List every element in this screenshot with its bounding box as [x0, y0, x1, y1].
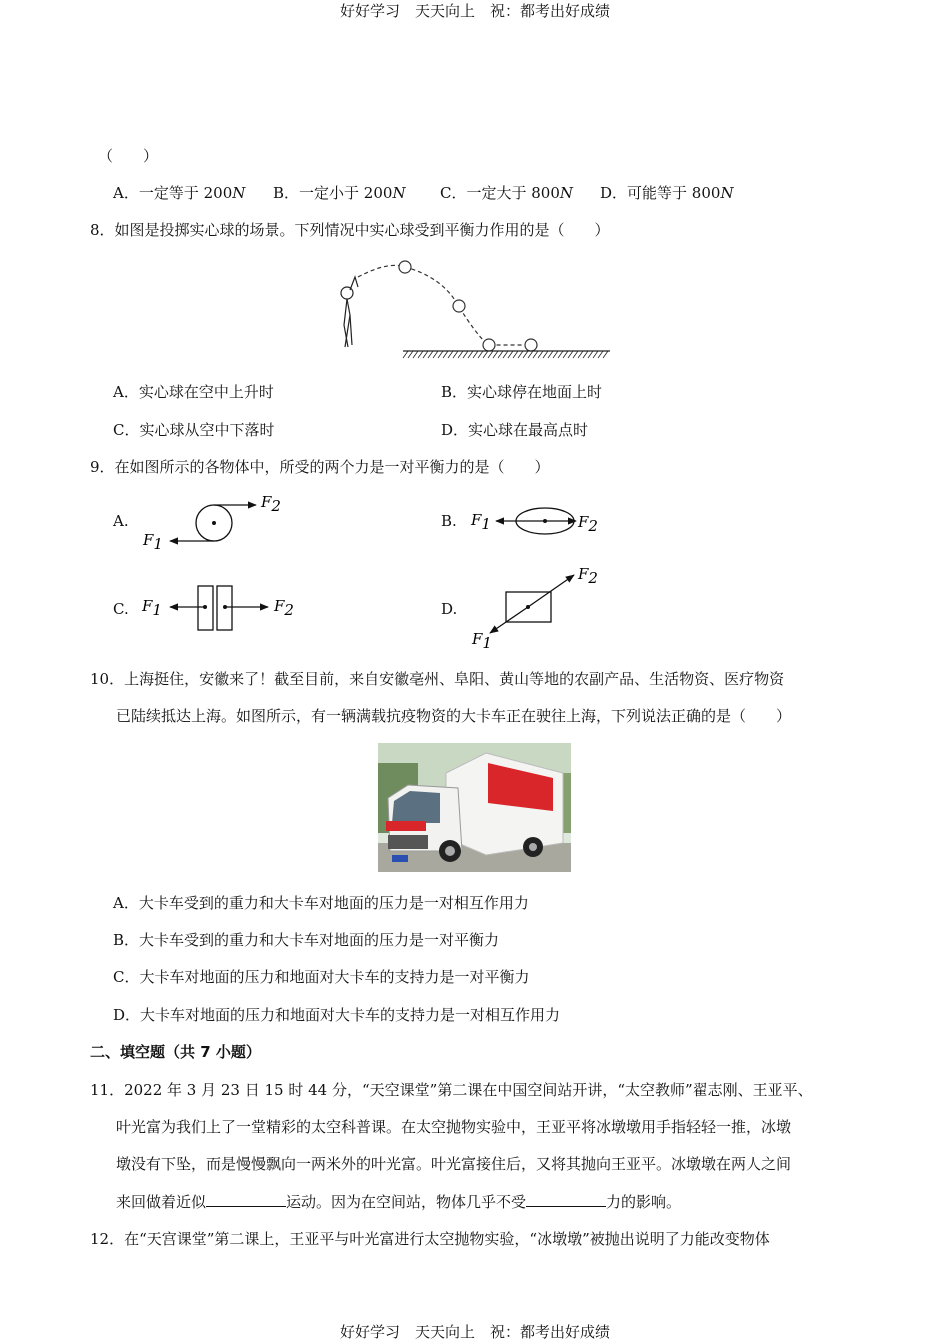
ball-top — [399, 261, 411, 273]
force-label-f1: F1 — [472, 630, 492, 652]
q9-diagram-a — [138, 490, 298, 555]
ground-line — [403, 351, 610, 358]
ball-trajectory — [358, 265, 530, 345]
force-label-f2: F2 — [578, 565, 598, 587]
ball-falling — [453, 300, 465, 312]
q10-option-a: A．大卡车受到的重力和大卡车对地面的压力是一对相互作用力 — [113, 894, 529, 912]
q8-option-a: A．实心球在空中上升时 — [113, 383, 274, 401]
force-label-f2: F2 — [578, 513, 598, 535]
q7-option-c: C．一定大于 800N — [440, 184, 574, 202]
q12-line1: 12．在“天宫课堂”第二课上，王亚平与叶光富进行太空抛物实验，“冰墩墩”被抛出说明了力能改变物体 — [90, 1230, 770, 1248]
q8-option-d: D．实心球在最高点时 — [441, 421, 589, 439]
force-label-f2: F2 — [274, 597, 294, 619]
q10-stem-line1: 10．上海挺住，安徽来了！截至目前，来自安徽亳州、阜阳、黄山等地的农副产品、生活物资、医疗物资 — [90, 670, 785, 688]
q8-stem: 8．如图是投掷实心球的场景。下列情况中实心球受到平衡力作用的是（ ） — [90, 221, 610, 239]
section-title: 二、填空题（共 7 小题） — [90, 1043, 261, 1061]
q7-option-a: A．一定等于 200N — [113, 184, 246, 202]
q11-line4: 来回做着近似 运动。因为在空间站，物体几乎不受 力的影响。 — [116, 1193, 682, 1211]
force-label-f1: F1 — [142, 597, 162, 619]
page-footer: 好好学习 天天向上 祝：都考出好成绩 — [339, 1323, 610, 1341]
q11-line1: 11．2022 年 3 月 23 日 15 时 44 分，“天空课堂”第二课在中国空间站开讲，“太空教师”翟志刚、王亚平、 — [90, 1081, 813, 1099]
force-label-f1: F1 — [143, 531, 163, 553]
q7-option-b: B．一定小于 200N — [273, 184, 406, 202]
q9-label-c: C. — [113, 600, 129, 618]
force-label-f1: F1 — [471, 511, 491, 533]
q9-diagram-c — [138, 580, 298, 635]
q9-label-d: D. — [441, 600, 458, 618]
blank-2 — [526, 1192, 606, 1207]
q8-option-c: C．实心球从空中下落时 — [113, 421, 275, 439]
q11-line2: 叶光富为我们上了一堂精彩的太空科普课。在太空抛物实验中，王亚平将冰墩墩用手指轻轻一推，冰墩 — [116, 1118, 792, 1136]
q7-option-d: D．可能等于 800N — [600, 184, 734, 202]
q8-option-b: B．实心球停在地面上时 — [441, 383, 603, 401]
blank-1 — [206, 1192, 286, 1207]
thrower-figure — [341, 277, 358, 347]
q9-label-a: A. — [113, 512, 129, 530]
shot-put-figure — [330, 255, 620, 363]
q10-option-b: B．大卡车受到的重力和大卡车对地面的压力是一对平衡力 — [113, 931, 500, 949]
q10-stem-line2: 已陆续抵达上海。如图所示，有一辆满载抗疫物资的大卡车正在驶往上海，下列说法正确的是（ ） — [116, 707, 792, 725]
force-label-f2: F2 — [261, 493, 281, 515]
q9-diagram-d — [466, 562, 606, 654]
q10-option-c: C．大卡车对地面的压力和地面对大卡车的支持力是一对平衡力 — [113, 968, 530, 986]
truck-photo — [378, 743, 571, 872]
q9-stem: 9．在如图所示的各物体中，所受的两个力是一对平衡力的是（ ） — [90, 458, 550, 476]
q9-label-b: B. — [441, 512, 457, 530]
ball-ground-2 — [525, 339, 537, 351]
q9-diagram-b — [468, 500, 608, 545]
q11-line3: 墩没有下坠，而是慢慢飘向一两米外的叶光富。叶光富接住后，又将其抛向王亚平。冰墩墩在两人之间 — [116, 1155, 792, 1173]
ball-ground-1 — [483, 339, 495, 351]
q7-bracket: （ ） — [98, 147, 159, 165]
page-header: 好好学习 天天向上 祝：都考出好成绩 — [339, 2, 610, 20]
q10-option-d: D．大卡车对地面的压力和地面对大卡车的支持力是一对相互作用力 — [113, 1006, 561, 1024]
